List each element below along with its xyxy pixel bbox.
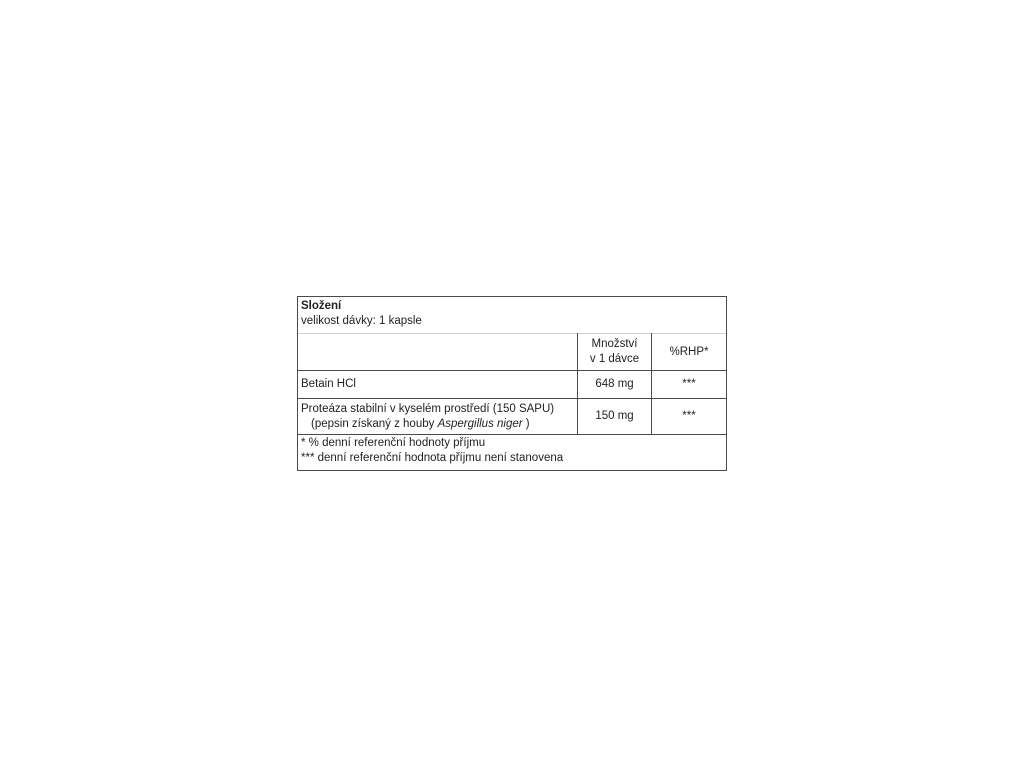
row-protease-name <box>298 399 577 434</box>
footnote-rhp: * % denní referenční hodnoty příjmu <box>301 437 486 449</box>
row-protease-sub-suffix: ) <box>522 417 530 430</box>
column-header-rhp: %RHP* <box>669 345 709 358</box>
row-protease-subtitle <box>301 417 530 432</box>
column-header-amount-line1: Množství <box>591 338 638 350</box>
row-protease-sub-prefix: (pepsin získaný z houby <box>311 417 438 430</box>
row-protease-rhp: *** <box>682 410 696 422</box>
column-header-amount-line2: v 1 dávce <box>589 353 640 365</box>
row-betain-amount: 648 mg <box>595 378 634 390</box>
footnotes <box>298 435 726 467</box>
serving-size: velikost dávky: 1 kapsle <box>301 315 422 327</box>
row-protease-amount: 150 mg <box>595 410 634 422</box>
row-betain-name: Betain HCl <box>301 378 356 390</box>
table-header <box>298 297 726 333</box>
footnote-not-established: *** denní referenční hodnota příjmu není stanovena <box>301 452 564 464</box>
row-betain-rhp: *** <box>682 378 696 390</box>
column-header-amount <box>578 334 651 370</box>
row-protease-sub-species: Aspergillus niger <box>437 417 523 430</box>
composition-table <box>297 296 727 471</box>
column-header-name <box>298 334 577 370</box>
row-protease-title: Proteáza stabilní v kyselém prostředí (150 SAPU) <box>301 402 555 415</box>
table-title: Složení <box>301 300 342 312</box>
